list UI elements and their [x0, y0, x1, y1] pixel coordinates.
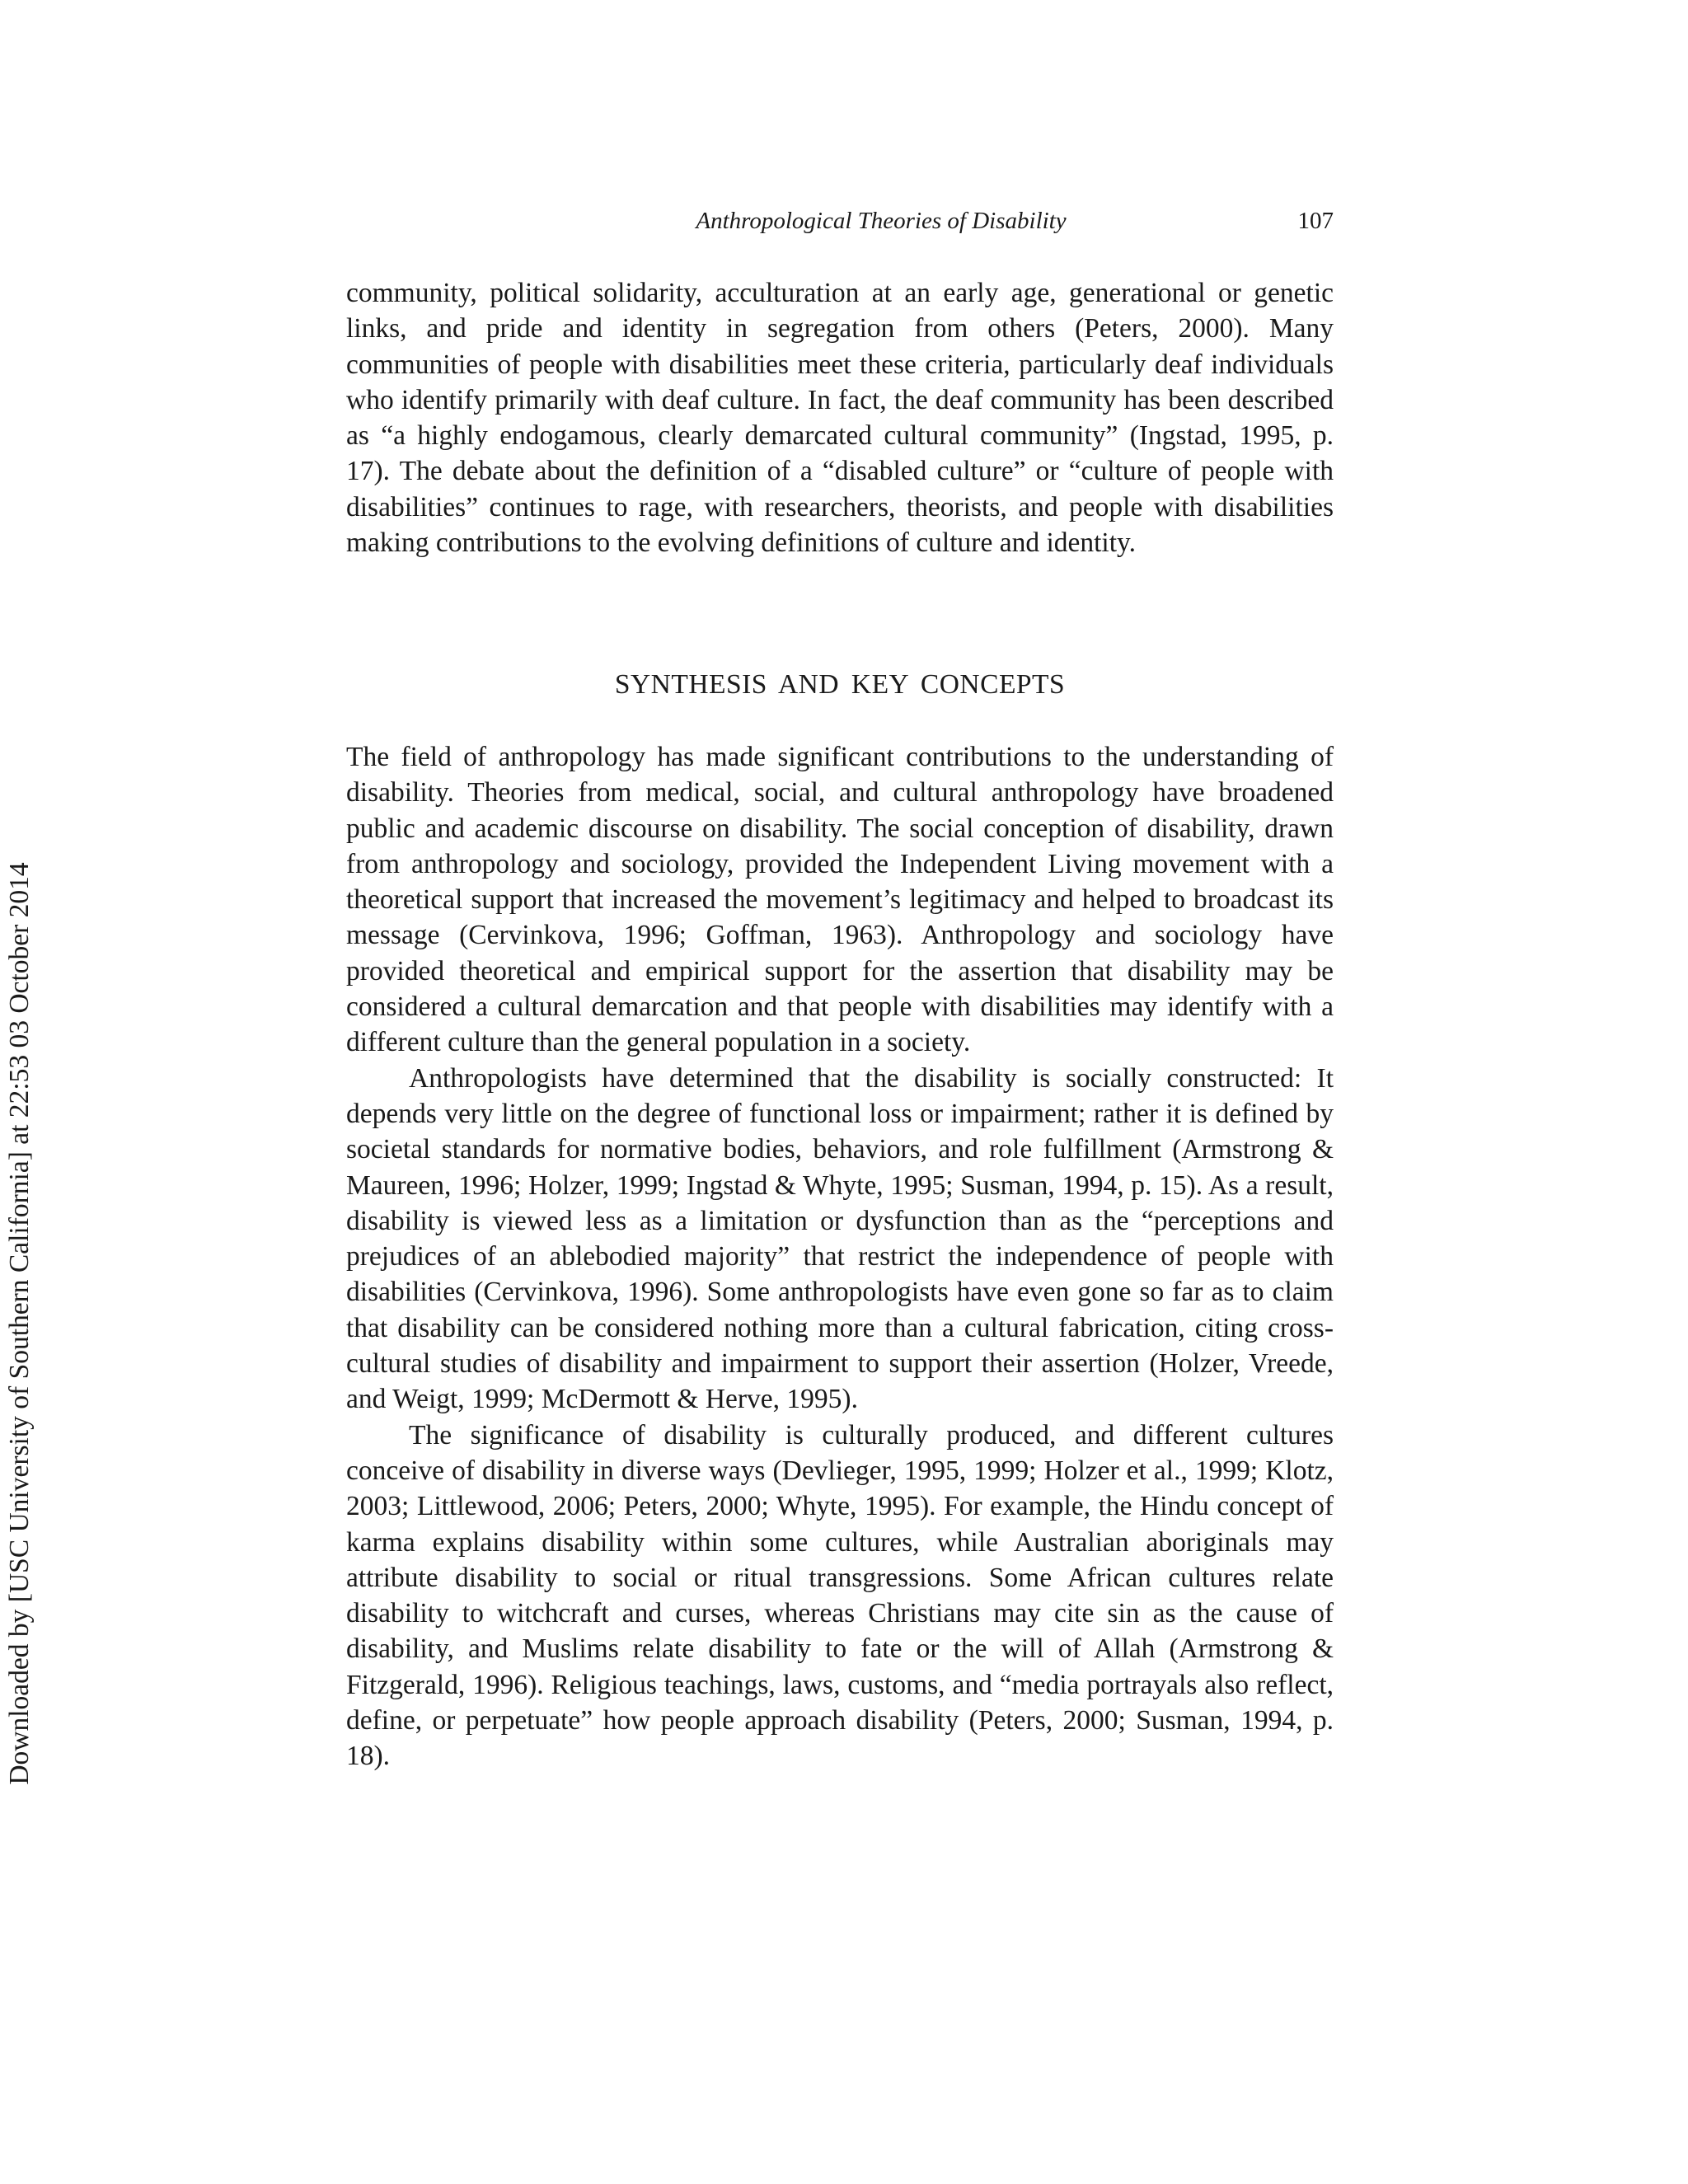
section-heading: SYNTHESIS AND KEY CONCEPTS — [614, 669, 1066, 700]
section-paragraph-2: Anthropologists have determined that the disability is socially constructed: It depends very little on the degree of functional loss or impairment; rather it is defined by societal standards for normative bodies, behaviors, and role fulfillment (Armstrong & Maureen, 1996; Holzer, 1999; Ingstad & Whyte, 1995; Susman, 1994, p. 15). As a result, disability is viewed less as a limitation or dysfunction than as the “perceptions and prejudices of an ablebodied majority” that restrict the independence of people with disabilities (Cervinkova, 1996). Some anthropologists have even gone so far as to claim that disability can be considered nothing more than a cultural fabrication, citing cross-cultural studies of disability and impairment to support their assertion (Holzer, Vreede, and Weigt, 1999; McDermott & Herve, 1995). — [346, 1062, 1334, 1415]
intro-paragraph: community, political solidarity, acculturation at an early age, generational or genetic links, and pride and identity in segregation from others (Peters, 2000). Many communities of people with disabilities meet these criteria, particularly deaf individuals who identify primarily with deaf culture. In fact, the deaf community has been described as “a highly endogamous, clearly demarcated cultural community” (Ingstad, 1995, p. 17). The debate about the definition of a “disabled culture” or “culture of people with disabilities” continues to rage, with researchers, theorists, and people with disabilities making contributions to the evolving definitions of culture and identity. — [346, 278, 1334, 559]
section-paragraph-3: The significance of disability is culturally produced, and different cultures conceive of disability in diverse ways (Devlieger, 1995, 1999; Holzer et al., 1999; Klotz, 2003; Littlewood, 2006; Peters, 2000; Whyte, 1995). For example, the Hindu concept of karma explains disability within some cultures, while Australian aboriginals may attribute disability to social or ritual transgressions. Some African cultures relate disability to witchcraft and curses, whereas Christians may cite sin as the cause of disability, and Muslims relate disability to fate or the will of Allah (Armstrong & Fitzgerald, 1996). Religious teachings, laws, customs, and “media portrayals also reflect, define, or perpetuate” how people approach disability (Peters, 2000; Susman, 1994, p. 18). — [346, 1419, 1334, 1772]
intro-text-block — [346, 275, 1334, 560]
section-text-block — [346, 739, 1334, 1774]
running-head — [346, 208, 1334, 249]
running-title: Anthropological Theories of Disability — [696, 208, 1067, 234]
download-watermark: Downloaded by [USC University of Southern California] at 22:53 03 October 2014 — [4, 862, 35, 1785]
section-paragraph-1: The field of anthropology has made significant contributions to the understanding of disability. Theories from medical, social, and cultural anthropology have broadened public and academic discourse on disability. The social conception of disability, drawn from anthropology and sociology, provided the Independent Living movement with a theoretical support that increased the movement’s legitimacy and helped to broadcast its message (Cervinkova, 1996; Goffman, 1963). Anthropology and sociology have provided theoretical and empirical support for the assertion that disability may be considered a cultural demarcation and that people with disabilities may identify with a different culture than the general population in a society. — [346, 742, 1334, 1058]
page-number: 107 — [1297, 208, 1334, 234]
